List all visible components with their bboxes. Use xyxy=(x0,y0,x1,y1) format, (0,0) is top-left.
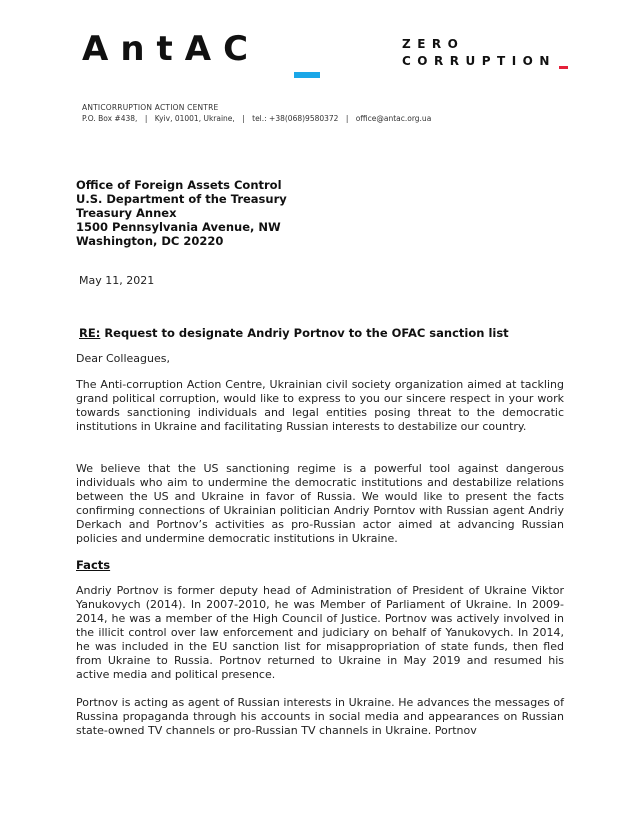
addressee-line: Office of Foreign Assets Control xyxy=(76,178,282,192)
org-name: ANTICORRUPTION ACTION CENTRE xyxy=(82,103,219,112)
addressee-line: Treasury Annex xyxy=(76,206,177,220)
subject-label: RE: xyxy=(79,326,101,340)
zero-corruption-logo-line2: CORRUPTION xyxy=(402,54,556,68)
org-phone: tel.: +38(068)9580372 xyxy=(252,114,339,123)
org-email[interactable]: office@antac.org.ua xyxy=(355,114,432,123)
salutation: Dear Colleagues, xyxy=(76,352,170,365)
zero-corruption-logo-line1: ZERO xyxy=(402,37,465,51)
addressee-line: U.S. Department of the Treasury xyxy=(76,192,287,206)
subject-line xyxy=(79,326,509,340)
antac-logo: AntAC xyxy=(82,29,261,69)
separator: | xyxy=(242,114,245,123)
org-address: P.O. Box #438, xyxy=(82,114,138,123)
separator: | xyxy=(345,114,349,123)
addressee-block xyxy=(76,178,287,248)
letter-date: May 11, 2021 xyxy=(79,274,155,287)
paragraph-belief: We believe that the US sanctioning regime is a powerful tool against dangerous individuals who aim to undermine the democratic institutions and destabilize relations between the US and Ukraine in favor of Russia. We would like to present the facts confirming connections of Ukrainian politician Andriy Porntov with Russian agent Andriy Derkach and Portnov’s activities as pro-Russian actor aimed at advancing Russian policies and undermine democratic institutions in Ukraine. xyxy=(76,462,564,545)
paragraph-facts: Andriy Portnov is former deputy head of Administration of President of Ukraine Viktor Yanukovych (2014). In 2007-2010, he was Member of Parliament of Ukraine. In 2009-2014, he was a member of the High Council of Justice. Portnov was actively involved in the illicit control over law enforcement and judiciary on behalf of Yanukovych. In 2014, he was included in the EU sanction list for misappropriation of state funds, then fled from Ukraine to Russia. Portnov returned to Ukraine in May 2019 and resumed his active media and political presence. xyxy=(76,584,564,681)
addressee-line: Washington, DC 20220 xyxy=(76,234,224,248)
paragraph-intro: The Anti-corruption Action Centre, Ukrainian civil society organization aimed at tackling grand political corruption, would like to express to you our sincere respect in your work towards sanctioning individuals and legal entities posing threat to the democratic institutions in Ukraine and facilitating Russian interests to destabilize our country. xyxy=(76,378,564,433)
paragraph-agent: Portnov is acting as agent of Russian interests in Ukraine. He advances the messages of Russina propaganda through his accounts in social media and appearances on Russian state-owned TV channels or pro-Russian TV channels in Ukraine. Portnov xyxy=(76,696,564,737)
separator: | xyxy=(144,114,148,123)
facts-heading: Facts xyxy=(76,558,111,572)
zero-corruption-logo xyxy=(402,36,556,70)
org-contact xyxy=(82,114,431,123)
antac-logo-accent-bar xyxy=(294,72,320,78)
zero-corruption-accent-bar xyxy=(559,66,568,69)
org-city: Kyiv, 01001, Ukraine, xyxy=(154,114,235,123)
addressee-line: 1500 Pennsylvania Avenue, NW xyxy=(76,220,281,234)
subject-text: Request to designate Andriy Portnov to the OFAC sanction list xyxy=(100,326,509,340)
